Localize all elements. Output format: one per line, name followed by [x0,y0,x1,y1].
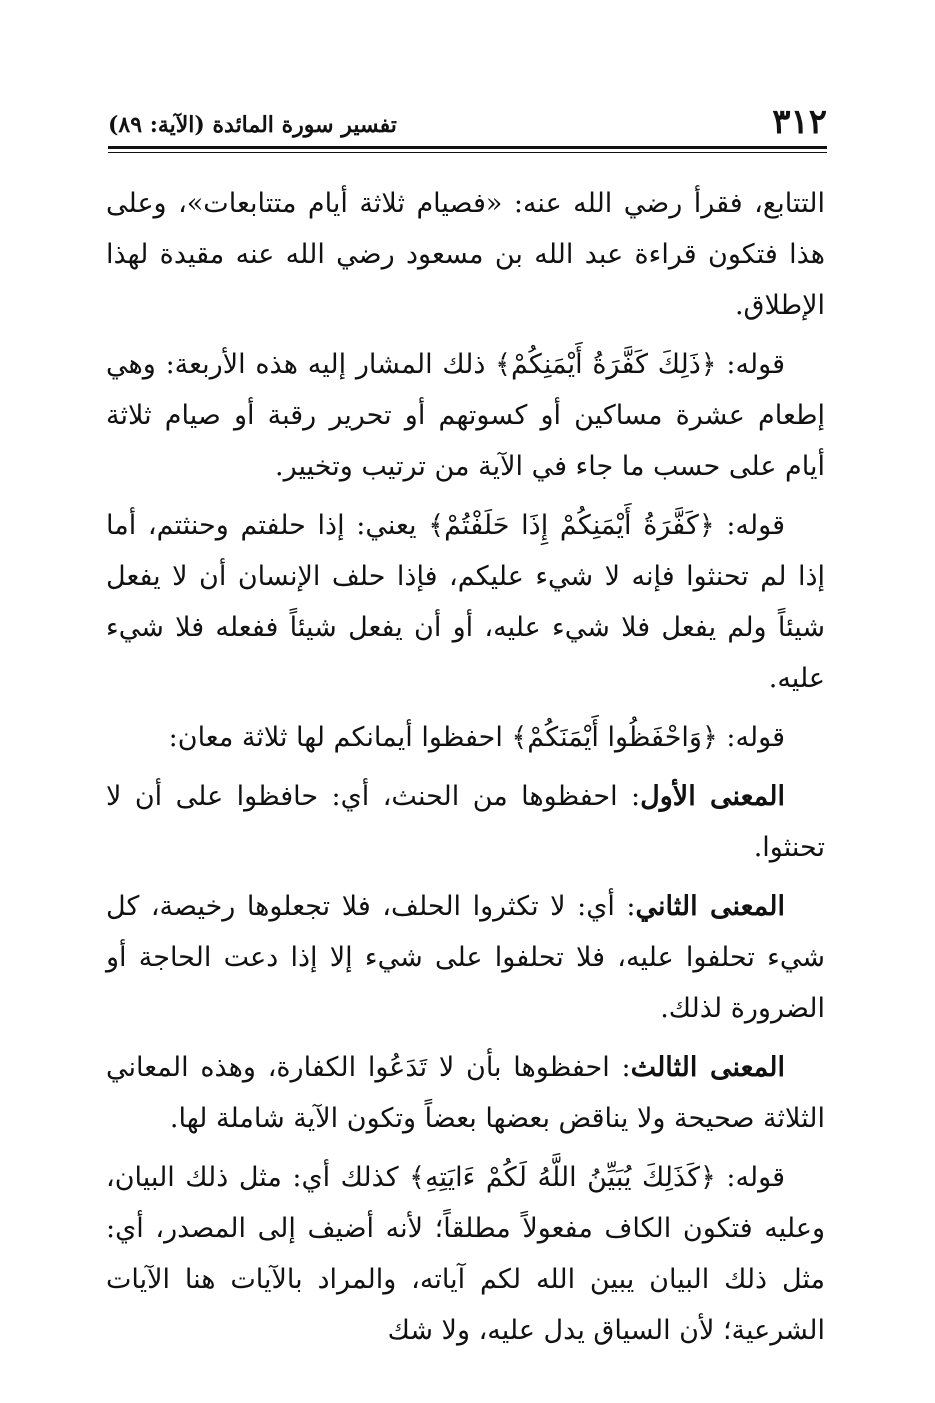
paragraph-4 [106,712,825,763]
meaning-label: المعنى الأول [640,781,785,812]
paragraph-2 [106,339,825,492]
paragraph-text: التتابع، فقرأ رضي الله عنه: «فصيام ثلاثة أيام متتابعات»، وعلى هذا فتكون قراءة عبد الله بن مسعود رضي الله عنه مقيدة لهذا الإطلاق. [106,188,825,321]
paragraph-1 [106,178,825,331]
body-text [106,178,825,1364]
paragraph-text: قوله: ﴿ذَلِكَ كَفَّرَةُ أَيْمَنِكُمْ﴾ ذلك المشار إليه هذه الأربعة: وهي إطعام عشرة مساكين أو كسوتهم أو تحرير رقبة أو صيام ثلاثة أيام على حسب ما جاء في الآية من ترتيب وتخيير. [106,349,825,482]
paragraph-8 [106,1152,825,1356]
page-header [108,92,827,142]
header-rule-thin [108,152,827,153]
paragraph-7 [106,1042,825,1144]
meaning-label: المعنى الثاني [635,891,785,922]
paragraph-text: قوله: ﴿وَاحْفَظُوا أَيْمَنَكُمْ﴾ احفظوا أيمانكم لها ثلاثة معان: [168,722,785,753]
paragraph-text: : احفظوها من الحنث، أي: حافظوا على أن لا تحنثوا. [106,781,825,863]
paragraph-text: قوله: ﴿كَفَّرَةُ أَيْمَنِكُمْ إِذَا حَلَفْتُمْ﴾ يعني: إذا حلفتم وحنثتم، أما إذا لم تحنثوا فإنه لا شيء عليكم، فإذا حلف الإنسان أن لا يفعل شيئاً ولم يفعل فلا شيء عليه، أو أن يفعل شيئاً ففعله فلا شيء عليه. [106,510,825,694]
paragraph-6 [106,881,825,1034]
header-rule-thick [108,146,827,149]
paragraph-text: قوله: ﴿كَذَلِكَ يُبَيِّنُ اللَّهُ لَكُمْ ءَايَتِهِ﴾ كذلك أي: مثل ذلك البيان، وعليه فتكون الكاف مفعولاً مطلقاً؛ لأنه أضيف إلى المصدر، أي: مثل ذلك البيان يبين الله لكم آياته، والمراد بالآيات هنا الآيات الشرعية؛ لأن السياق يدل عليه، ولا شك [106,1162,825,1346]
paragraph-5 [106,771,825,873]
paragraph-text: : أي: لا تكثروا الحلف، فلا تجعلوها رخيصة، كل شيء تحلفوا عليه، فلا تحلفوا على شيء إلا إذا دعت الحاجة أو الضرورة لذلك. [106,891,825,1024]
page-number: ٣١٢ [772,102,827,142]
paragraph-3 [106,500,825,704]
running-title: تفسير سورة المائدة (الآية: ٨٩) [108,112,397,138]
meaning-label: المعنى الثالث [630,1052,785,1083]
paragraph-text: : احفظوها بأن لا تَدَعُوا الكفارة، وهذه المعاني الثلاثة صحيحة ولا يناقض بعضها بعضاً وتكون الآية شاملة لها. [106,1052,825,1134]
